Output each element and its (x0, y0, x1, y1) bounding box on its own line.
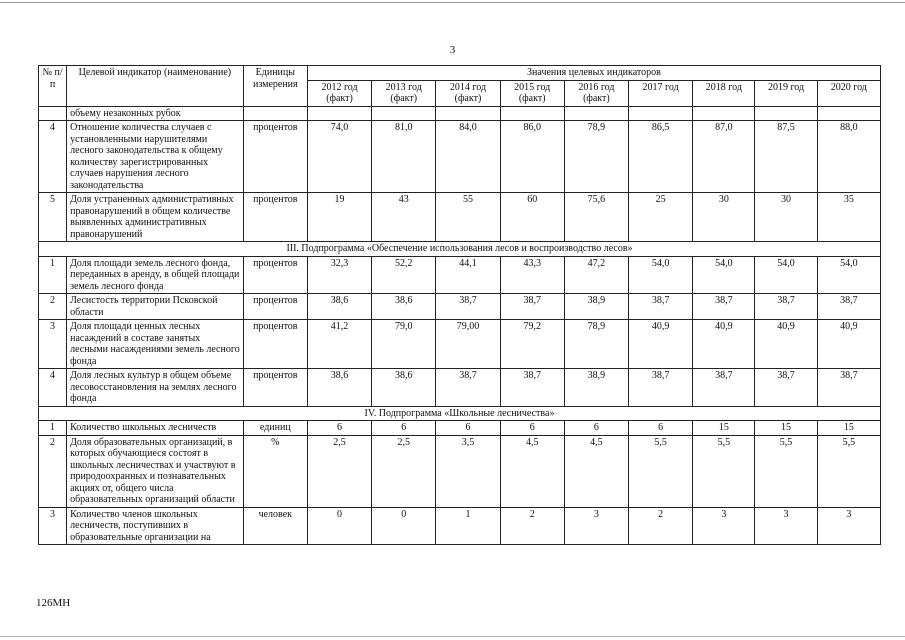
row-number: 1 (39, 256, 67, 294)
value-cell: 15 (693, 421, 755, 436)
unit-cell: процентов (243, 369, 307, 407)
indicator-name: Доля площади ценных лесных насаждений в составе занятых лесными насаждениями земель лесного фонда (67, 320, 244, 369)
header-year: 2020 год (817, 80, 880, 106)
value-cell: 3 (755, 507, 817, 545)
value-cell: 40,9 (755, 320, 817, 369)
section-row (39, 242, 881, 257)
value-cell: 60 (500, 193, 564, 242)
row-number: 2 (39, 294, 67, 320)
value-cell: 6 (564, 421, 628, 436)
header-year: 2014 год (факт) (436, 80, 500, 106)
row-number: 4 (39, 121, 67, 193)
value-cell: 54,0 (629, 256, 693, 294)
header-year: 2019 год (755, 80, 817, 106)
value-cell: 54,0 (817, 256, 880, 294)
value-cell: 38,6 (372, 294, 436, 320)
table-row (39, 507, 881, 545)
row-number: 4 (39, 369, 67, 407)
unit-cell: процентов (243, 256, 307, 294)
table-row (39, 320, 881, 369)
unit-cell: процентов (243, 121, 307, 193)
unit-cell: процентов (243, 320, 307, 369)
value-cell: 2 (500, 507, 564, 545)
value-cell: 5,5 (693, 435, 755, 507)
table-row (39, 121, 881, 193)
value-cell: 84,0 (436, 121, 500, 193)
scan-edge-top (0, 2, 905, 3)
value-cell: 38,7 (755, 369, 817, 407)
value-cell: 38,7 (755, 294, 817, 320)
value-cell: 38,7 (693, 369, 755, 407)
value-cell: 38,7 (693, 294, 755, 320)
value-cell: 19 (307, 193, 371, 242)
section-row (39, 406, 881, 421)
value-cell: 38,6 (372, 369, 436, 407)
value-cell: 86,5 (629, 121, 693, 193)
unit-cell: человек (243, 507, 307, 545)
header-num: № п/п (39, 66, 67, 107)
value-cell: 38,6 (307, 369, 371, 407)
value-cell: 52,2 (372, 256, 436, 294)
value-cell: 38,6 (307, 294, 371, 320)
value-cell: 81,0 (372, 121, 436, 193)
row-number: 3 (39, 320, 67, 369)
value-cell: 2 (629, 507, 693, 545)
value-cell: 1 (436, 507, 500, 545)
header-year: 2017 год (629, 80, 693, 106)
value-cell: 79,0 (372, 320, 436, 369)
value-cell: 55 (436, 193, 500, 242)
indicator-name: Отношение количества случаев с установленными нарушителями лесного законодательства к общему количеству зарегистрированных случаев нарушения лесного законодательства (67, 121, 244, 193)
unit-cell: % (243, 435, 307, 507)
value-cell: 78,9 (564, 320, 628, 369)
indicator-name: Лесистость территории Псковской области (67, 294, 244, 320)
value-cell: 38,7 (436, 294, 500, 320)
indicator-name: Доля образовательных организаций, в которых обучающиеся состоят в школьных лесничествах и участвуют в природоохранных и познавательных акциях от, общего числа образовательных организаций области (67, 435, 244, 507)
value-cell: 4,5 (564, 435, 628, 507)
value-cell: 78,9 (564, 121, 628, 193)
value-cell: 44,1 (436, 256, 500, 294)
value-cell: 88,0 (817, 121, 880, 193)
value-cell: 47,2 (564, 256, 628, 294)
value-cell: 38,9 (564, 294, 628, 320)
value-cell: 86,0 (500, 121, 564, 193)
table-row (39, 106, 881, 121)
target-indicators-table (38, 65, 881, 545)
footer-code: 126МН (36, 597, 71, 609)
value-cell: 40,9 (693, 320, 755, 369)
value-cell: 30 (755, 193, 817, 242)
page-number: 3 (449, 44, 456, 56)
table-row (39, 256, 881, 294)
header-year: 2013 год (факт) (372, 80, 436, 106)
value-cell: 6 (372, 421, 436, 436)
value-cell: 38,7 (629, 369, 693, 407)
unit-cell: процентов (243, 193, 307, 242)
value-cell: 25 (629, 193, 693, 242)
value-cell: 75,6 (564, 193, 628, 242)
value-cell: 40,9 (817, 320, 880, 369)
value-cell: 38,7 (817, 294, 880, 320)
value-cell: 5,5 (755, 435, 817, 507)
value-cell: 43,3 (500, 256, 564, 294)
value-cell: 3 (564, 507, 628, 545)
section-title: IV. Подпрограмма «Школьные лесничества» (39, 406, 881, 421)
value-cell: 0 (372, 507, 436, 545)
value-cell: 54,0 (693, 256, 755, 294)
value-cell: 3,5 (436, 435, 500, 507)
value-cell: 38,7 (436, 369, 500, 407)
value-cell: 87,0 (693, 121, 755, 193)
indicator-name: Количество членов школьных лесничеств, поступивших в образовательные организации на (67, 507, 244, 545)
value-cell: 38,7 (817, 369, 880, 407)
value-cell: 0 (307, 507, 371, 545)
scan-edge-bottom (0, 636, 905, 637)
value-cell: 35 (817, 193, 880, 242)
table-row (39, 435, 881, 507)
value-cell: 2,5 (372, 435, 436, 507)
value-cell: 6 (436, 421, 500, 436)
header-year: 2018 год (693, 80, 755, 106)
value-cell: 5,5 (817, 435, 880, 507)
unit-cell: единиц (243, 421, 307, 436)
value-cell: 6 (629, 421, 693, 436)
header-row (39, 66, 881, 81)
value-cell: 38,7 (629, 294, 693, 320)
header-unit: Единицы измерения (243, 66, 307, 107)
row-number: 2 (39, 435, 67, 507)
unit-cell: процентов (243, 294, 307, 320)
value-cell: 5,5 (629, 435, 693, 507)
value-cell: 30 (693, 193, 755, 242)
indicator-name: Доля лесных культур в общем объеме лесовосстановления на землях лесного фонда (67, 369, 244, 407)
value-cell: 15 (817, 421, 880, 436)
value-cell: 79,00 (436, 320, 500, 369)
header-indicator: Целевой индикатор (наименование) (67, 66, 244, 107)
value-cell: 79,2 (500, 320, 564, 369)
value-cell: 38,7 (500, 369, 564, 407)
value-cell: 3 (817, 507, 880, 545)
value-cell: 38,7 (500, 294, 564, 320)
value-cell: 87,5 (755, 121, 817, 193)
table-row (39, 193, 881, 242)
value-cell: 4,5 (500, 435, 564, 507)
indicator-name: Доля устраненных административных правонарушений в общем количестве выявленных административных правонарушений (67, 193, 244, 242)
value-cell: 15 (755, 421, 817, 436)
section-title: III. Подпрограмма «Обеспечение использования лесов и воспроизводство лесов» (39, 242, 881, 257)
row-number: 3 (39, 507, 67, 545)
table-row (39, 369, 881, 407)
indicator-name: объему незаконных рубок (67, 106, 244, 121)
value-cell: 74,0 (307, 121, 371, 193)
value-cell: 54,0 (755, 256, 817, 294)
value-cell: 6 (500, 421, 564, 436)
value-cell: 43 (372, 193, 436, 242)
table-row (39, 294, 881, 320)
header-values: Значения целевых индикаторов (307, 66, 880, 81)
indicator-name: Доля площади земель лесного фонда, переданных в аренду, в общей площади земель лесного фонда (67, 256, 244, 294)
value-cell: 41,2 (307, 320, 371, 369)
row-number: 5 (39, 193, 67, 242)
value-cell: 40,9 (629, 320, 693, 369)
header-year: 2015 год (факт) (500, 80, 564, 106)
header-year: 2016 год (факт) (564, 80, 628, 106)
table-row (39, 421, 881, 436)
value-cell: 3 (693, 507, 755, 545)
header-year: 2012 год (факт) (307, 80, 371, 106)
indicator-name: Количество школьных лесничеств (67, 421, 244, 436)
row-number: 1 (39, 421, 67, 436)
value-cell: 32,3 (307, 256, 371, 294)
value-cell: 2,5 (307, 435, 371, 507)
value-cell: 38,9 (564, 369, 628, 407)
value-cell: 6 (307, 421, 371, 436)
